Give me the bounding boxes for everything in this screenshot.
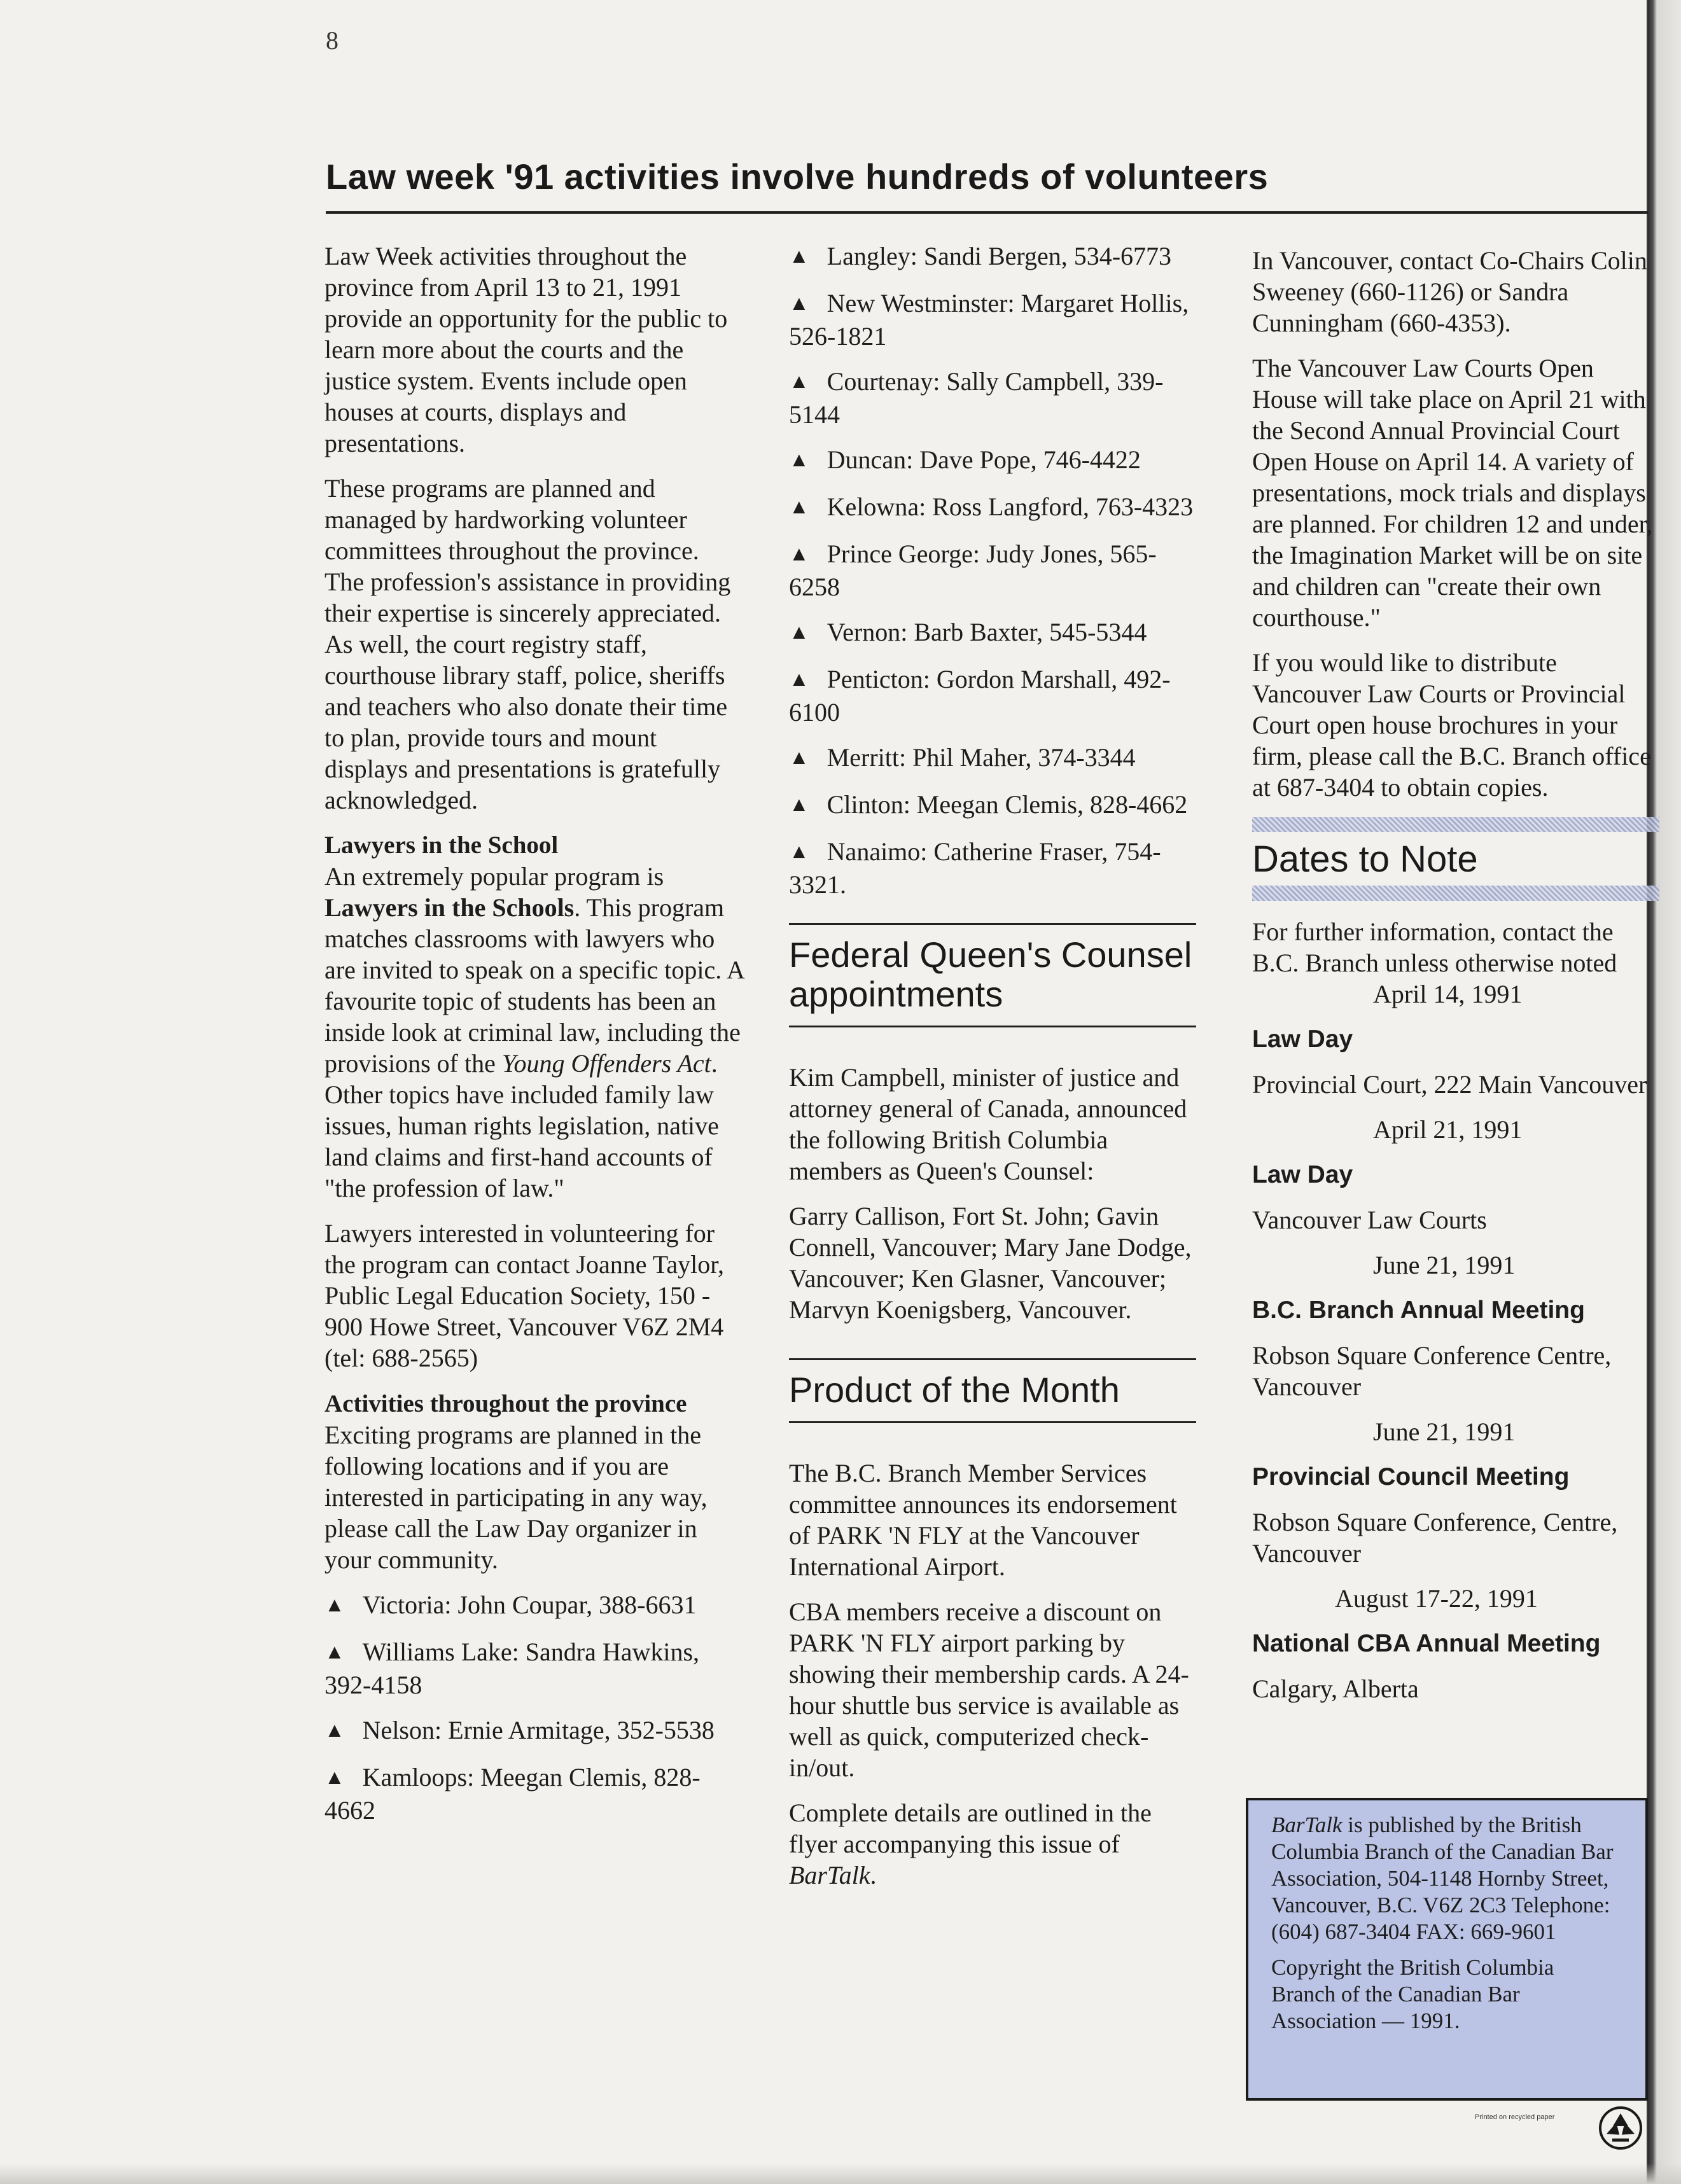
qc-section-title: Federal Queen's Counsel appointments bbox=[789, 935, 1192, 1014]
event-date: August 17-22, 1991 bbox=[1335, 1584, 1538, 1613]
location-item: ▲ Vernon: Barb Baxter, 545-5344 bbox=[789, 618, 1147, 646]
publication-name: BarTalk bbox=[789, 1861, 870, 1889]
lawyers-in-school-paragraph: An extremely popular program is Lawyers in the Schools. This program matches classrooms with lawyers who are invited to speak on a specific topic. A favourite topic of students has been an inside look at criminal law, including the provisions of the Young Offenders Act. Other topics have included family law issues, human rights legislation, native land claims and first-hand accounts of "the profession of law." bbox=[324, 862, 744, 1202]
lawyers-in-school-section bbox=[324, 830, 744, 1204]
open-house-paragraph: The Vancouver Law Courts Open House will take place on April 21 with the Second Annual Provincial Court Open House on April 14. A variety of presentations, mock trials and displays are planned. For children 12 and under, the Imagination Market will be on site and children can "create their own courthouse." bbox=[1252, 354, 1653, 632]
subheading-lawyers-in-school: Lawyers in the School bbox=[324, 831, 559, 859]
event-location: Robson Square Conference, Centre, Vancouver bbox=[1252, 1508, 1618, 1568]
triangle-bullet-icon: ▲ bbox=[789, 840, 809, 863]
location-item: ▲ Merritt: Phil Maher, 374-3344 bbox=[789, 743, 1136, 772]
location-item: ▲ Williams Lake: Sandra Hawkins, 392-4158 bbox=[324, 1638, 700, 1699]
product-discount-paragraph: CBA members receive a discount on PARK 'N FLY airport parking by showing their membership cards. A 24-hour shuttle bus service is available as well as quick, computerized check-in/out. bbox=[789, 1597, 1189, 1782]
column-2 bbox=[789, 240, 1203, 1905]
triangle-bullet-icon: ▲ bbox=[789, 667, 809, 690]
event-location: Robson Square Conference Centre, Vancouver bbox=[1252, 1341, 1612, 1401]
recycle-icon bbox=[1598, 2106, 1643, 2150]
location-item: ▲ Victoria: John Coupar, 388-6631 bbox=[324, 1590, 697, 1619]
program-name: Lawyers in the Schools bbox=[324, 893, 575, 922]
location-item: ▲ Nanaimo: Catherine Fraser, 754-3321. bbox=[789, 837, 1161, 899]
product-paragraph: The B.C. Branch Member Services committee announces its endorsement of PARK 'N FLY at the Vancouver International Airport. bbox=[789, 1459, 1177, 1581]
section-rule bbox=[789, 1026, 1196, 1027]
event-title: National CBA Annual Meeting bbox=[1252, 1630, 1601, 1657]
event-title: B.C. Branch Annual Meeting bbox=[1252, 1297, 1585, 1324]
triangle-bullet-icon: ▲ bbox=[789, 291, 809, 314]
qc-members: Garry Callison, Fort St. John; Gavin Connell, Vancouver; Mary Jane Dodge, Vancouver; Ken Glasner, Vancouver; Marvyn Koenigsberg, Vancouver. bbox=[789, 1202, 1192, 1324]
location-item: ▲ Langley: Sandi Bergen, 534-6773 bbox=[789, 242, 1172, 270]
dates-section-title: Dates to Note bbox=[1252, 838, 1478, 880]
location-item: ▲ Nelson: Ernie Armitage, 352-5538 bbox=[324, 1716, 715, 1744]
event-item bbox=[1252, 1114, 1659, 1235]
location-item: ▲ Duncan: Dave Pope, 746-4422 bbox=[789, 445, 1141, 474]
section-rule bbox=[789, 1421, 1196, 1423]
column-3 bbox=[1252, 245, 1659, 1718]
triangle-bullet-icon: ▲ bbox=[789, 793, 809, 816]
headline-rule bbox=[326, 211, 1648, 214]
page-number: 8 bbox=[326, 26, 338, 55]
location-item: ▲ Courtenay: Sally Campbell, 339-5144 bbox=[789, 367, 1164, 429]
dates-intro: For further information, contact the B.C. Branch unless otherwise noted bbox=[1252, 917, 1617, 977]
triangle-bullet-icon: ▲ bbox=[324, 1765, 345, 1788]
location-item: ▲ Penticton: Gordon Marshall, 492-6100 bbox=[789, 665, 1171, 727]
event-date: April 14, 1991 bbox=[1373, 980, 1523, 1008]
product-section-title: Product of the Month bbox=[789, 1370, 1120, 1410]
event-title: Law Day bbox=[1252, 1161, 1353, 1188]
product-details-paragraph: Complete details are outlined in the flyer accompanying this issue of BarTalk. bbox=[789, 1798, 1152, 1889]
event-item bbox=[1252, 1583, 1659, 1704]
triangle-bullet-icon: ▲ bbox=[324, 1718, 345, 1741]
contact-paragraph: Lawyers interested in volunteering for the program can contact Joanne Taylor, Public Legal Education Society, 150 - 900 Howe Street, Vancouver V6Z 2M4 (tel: 688-2565) bbox=[324, 1219, 724, 1372]
section-rule bbox=[789, 923, 1196, 925]
event-item bbox=[1252, 978, 1659, 1100]
location-item: ▲ Prince George: Judy Jones, 565-6258 bbox=[789, 539, 1157, 601]
recycled-paper-note: Printed on recycled paper bbox=[1475, 2113, 1555, 2121]
qc-paragraph: Kim Campbell, minister of justice and attorney general of Canada, announced the following British Columbia members as Queen's Counsel: bbox=[789, 1063, 1187, 1185]
volunteers-paragraph: These programs are planned and managed by hardworking volunteer committees throughout the province. The profession's assistance in providing their expertise is sincerely appreciated. As well, the court registry staff, courthouse library staff, police, sheriffs and teachers who also donate their time to plan, provide tours and mount displays and presentations is gratefully acknowledged. bbox=[324, 474, 731, 814]
event-date: April 21, 1991 bbox=[1373, 1115, 1523, 1144]
triangle-bullet-icon: ▲ bbox=[789, 448, 809, 471]
vancouver-contact-paragraph: In Vancouver, contact Co-Chairs Colin Sweeney (660-1126) or Sandra Cunningham (660-4353). bbox=[1252, 246, 1647, 337]
triangle-bullet-icon: ▲ bbox=[789, 244, 809, 267]
copyright-notice: Copyright the British Columbia Branch of the Canadian Bar Association — 1991. bbox=[1271, 1955, 1554, 2033]
event-location: Vancouver Law Courts bbox=[1252, 1206, 1487, 1234]
location-item: ▲ Clinton: Meegan Clemis, 828-4662 bbox=[789, 790, 1188, 819]
location-item: ▲ Kelowna: Ross Langford, 763-4323 bbox=[789, 492, 1194, 521]
publisher-info: BarTalk is published by the British Columbia Branch of the Canadian Bar Association, 504-1148 Hornby Street, Vancouver, B.C. V6Z 2C3 Telephone: (604) 687-3404 FAX: 669-9601 bbox=[1271, 1812, 1614, 1944]
activities-paragraph: Activities throughout the province Exciting programs are planned in the following locations and if you are interested in participating in any way, please call the Law Day organizer in your community. bbox=[324, 1390, 708, 1574]
page-bottom-shadow bbox=[0, 2163, 1681, 2184]
triangle-bullet-icon: ▲ bbox=[324, 1593, 345, 1616]
column-1 bbox=[324, 240, 744, 1840]
triangle-bullet-icon: ▲ bbox=[789, 620, 809, 643]
event-title: Law Day bbox=[1252, 1026, 1353, 1053]
triangle-bullet-icon: ▲ bbox=[324, 1640, 345, 1663]
article-headline: Law week '91 activities involve hundreds of volunteers bbox=[326, 156, 1269, 197]
dates-band-bottom bbox=[1252, 886, 1659, 901]
triangle-bullet-icon: ▲ bbox=[789, 370, 809, 393]
location-item: ▲ New Westminster: Margaret Hollis, 526-1821 bbox=[789, 289, 1189, 351]
intro-paragraph: Law Week activities throughout the province from April 13 to 21, 1991 provide an opportunity for the public to learn more about the courts and the justice system. Events include open houses at courts, displays and presentations. bbox=[324, 242, 728, 457]
event-item bbox=[1252, 1249, 1659, 1402]
publication-info-box bbox=[1246, 1798, 1648, 2101]
triangle-bullet-icon: ▲ bbox=[789, 495, 809, 518]
section-rule bbox=[789, 1358, 1196, 1360]
location-item: ▲ Kamloops: Meegan Clemis, 828-4662 bbox=[324, 1763, 701, 1825]
brochures-paragraph: If you would like to distribute Vancouver Law Courts or Provincial Court open house brochures in your firm, please call the B.C. Branch office at 687-3404 to obtain copies. bbox=[1252, 648, 1651, 802]
subheading-activities: Activities throughout the province bbox=[324, 1390, 687, 1417]
event-item bbox=[1252, 1416, 1659, 1569]
triangle-bullet-icon: ▲ bbox=[789, 542, 809, 565]
event-location: Calgary, Alberta bbox=[1252, 1674, 1419, 1703]
event-title: Provincial Council Meeting bbox=[1252, 1463, 1570, 1491]
publication-name: BarTalk bbox=[1271, 1812, 1343, 1837]
event-date: June 21, 1991 bbox=[1373, 1251, 1516, 1279]
dates-band-top bbox=[1252, 817, 1659, 832]
event-location: Provincial Court, 222 Main Vancouver bbox=[1252, 1070, 1647, 1099]
act-title: Young Offenders Act bbox=[501, 1049, 711, 1078]
event-date: June 21, 1991 bbox=[1373, 1417, 1516, 1446]
triangle-bullet-icon: ▲ bbox=[789, 746, 809, 769]
